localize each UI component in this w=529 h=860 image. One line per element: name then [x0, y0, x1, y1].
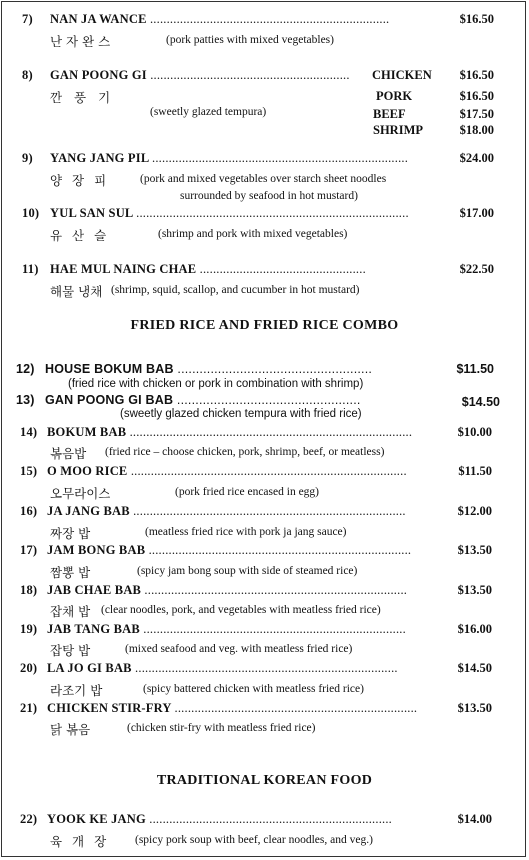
menu-item-description: (fried rice with chicken or pork in combination with shrimp): [68, 378, 364, 390]
menu-item-price: $24.00: [459, 151, 494, 165]
menu-item-number: 8): [22, 68, 33, 82]
menu-item-name: CHICKEN STIR-FRY .........................................................................: [47, 701, 418, 715]
menu-item-number: 19): [20, 622, 38, 636]
menu-item-name: BOKUM BAB .....................................................................................: [47, 425, 413, 439]
menu-item-description: (clear noodles, pork, and vegetables with meatless fried rice): [101, 604, 381, 616]
menu-item-korean: 잡채 밥: [50, 604, 91, 619]
menu-item-price: $12.00: [457, 504, 492, 518]
menu-item-korean: 닭 볶음: [50, 722, 91, 737]
menu-item-number: 9): [22, 151, 33, 165]
menu-item-description: (shrimp and pork with mixed vegetables): [158, 228, 348, 240]
menu-item-option-label: CHICKEN: [372, 68, 432, 82]
menu-item-korean: 육 개 장: [50, 834, 110, 849]
menu-item-name: NAN JA WANCE ........................................................................: [50, 12, 390, 26]
menu-item-price: $22.50: [459, 262, 494, 276]
menu-item-number: 13): [16, 393, 35, 407]
section-heading-fried-rice: FRIED RICE AND FRIED RICE COMBO: [130, 318, 399, 333]
menu-item-price: $13.50: [457, 583, 492, 597]
menu-item-name: YANG JANG PIL .............................................................................: [50, 151, 409, 165]
menu-item-price: $14.00: [457, 812, 492, 826]
menu-item-description: (fried rice – choose chicken, pork, shrimp, beef, or meatless): [105, 446, 385, 458]
menu-item-description: (spicy battered chicken with meatless fried rice): [143, 683, 364, 695]
menu-item-option-label: BEEF: [373, 107, 406, 121]
menu-item-number: 17): [20, 543, 38, 557]
menu-item-name: GAN POONG GI BAB ..................................................: [45, 393, 361, 407]
menu-item-price: $17.00: [459, 206, 494, 220]
menu-item-korean: 짜장 밥: [50, 526, 91, 541]
menu-item-option-price: $17.50: [459, 107, 494, 121]
menu-item-name: YUL SAN SUL ..................................................................................: [50, 206, 409, 220]
menu-item-korean: 양 장 피: [50, 173, 110, 188]
menu-item-description: (spicy jam bong soup with side of steamed rice): [137, 565, 358, 577]
menu-item-description: (pork patties with mixed vegetables): [166, 34, 334, 46]
menu-item-number: 15): [20, 464, 38, 478]
menu-item-number: 18): [20, 583, 38, 597]
menu-item-name: HAE MUL NAING CHAE ..................................................: [50, 262, 366, 276]
menu-item-description: (spicy pork soup with beef, clear noodles, and veg.): [135, 834, 373, 846]
menu-item-number: 14): [20, 425, 38, 439]
menu-item-korean: 유 산 슬: [50, 228, 110, 243]
menu-item-option-price: $16.50: [459, 68, 494, 82]
section-heading-traditional: TRADITIONAL KOREAN FOOD: [156, 773, 373, 788]
menu-item-price: $14.50: [457, 661, 492, 675]
menu-item-description-cont: surrounded by seafood in hot mustard): [180, 190, 358, 202]
menu-item-korean: 라조기 밥: [50, 683, 103, 698]
menu-item-price: $13.50: [457, 701, 492, 715]
menu-item-name: GAN POONG GI ............................................................: [50, 68, 350, 82]
menu-item-number: 12): [16, 362, 35, 376]
menu-item-price: $16.00: [457, 622, 492, 636]
menu-item-number: 7): [22, 12, 33, 26]
menu-item-price: $13.50: [457, 543, 492, 557]
menu-item-korean: 난 자 완 스: [50, 34, 111, 49]
menu-item-number: 16): [20, 504, 38, 518]
menu-item-price: $16.50: [459, 12, 494, 26]
menu-item-korean: 볶음밥: [50, 446, 87, 461]
menu-item-option-price: $18.00: [459, 123, 494, 137]
menu-item-name: JA JANG BAB ..................................................................................: [47, 504, 406, 518]
menu-item-name: LA JO GI BAB ...............................................................................: [47, 661, 398, 675]
menu-item-korean: 깐 풍 기: [50, 90, 115, 105]
menu-item-name: JAB CHAE BAB ...............................................................................: [47, 583, 408, 597]
menu-item-number: 11): [22, 262, 39, 276]
menu-item-name: HOUSE BOKUM BAB .....................................................: [45, 362, 373, 376]
menu-item-number: 22): [20, 812, 38, 826]
menu-item-description: (meatless fried rice with pork ja jang sauce): [145, 526, 347, 538]
menu-item-description: (mixed seafood and veg. with meatless fried rice): [125, 643, 353, 655]
menu-item-number: 10): [22, 206, 40, 220]
menu-item-number: 20): [20, 661, 38, 675]
menu-item-korean: 해물 냉채: [50, 284, 103, 299]
menu-item-korean: 짬뽕 밥: [50, 565, 91, 580]
menu-item-description: (pork fried rice encased in egg): [175, 486, 319, 498]
menu-item-korean: 잡탕 밥: [50, 643, 91, 658]
menu-item-name: JAM BONG BAB ...............................................................................: [47, 543, 412, 557]
menu-item-name: JAB TANG BAB ...............................................................................: [47, 622, 406, 636]
menu-item-description: (sweetly glazed chicken tempura with fried rice): [120, 408, 362, 420]
menu-item-name: YOOK KE JANG .........................................................................: [47, 812, 392, 826]
menu-item-description: (sweetly glazed tempura): [150, 106, 267, 118]
menu-item-option-label: PORK: [376, 89, 413, 103]
menu-item-price: $11.50: [456, 362, 494, 376]
menu-item-description: (pork and mixed vegetables over starch sheet noodles: [140, 173, 387, 185]
menu-item-description: (shrimp, squid, scallop, and cucumber in hot mustard): [111, 284, 360, 296]
menu-item-price: $14.50: [461, 395, 500, 409]
menu-item-option-label: SHRIMP: [373, 123, 423, 137]
menu-item-number: 21): [20, 701, 38, 715]
menu-item-name: O MOO RICE ...................................................................................: [47, 464, 407, 478]
menu-item-korean: 오무라이스: [50, 486, 111, 501]
menu-item-price: $10.00: [457, 425, 492, 439]
menu-item-price: $11.50: [458, 464, 492, 478]
menu-item-description: (chicken stir-fry with meatless fried rice): [127, 722, 316, 734]
menu-item-option-price: $16.50: [459, 89, 494, 103]
